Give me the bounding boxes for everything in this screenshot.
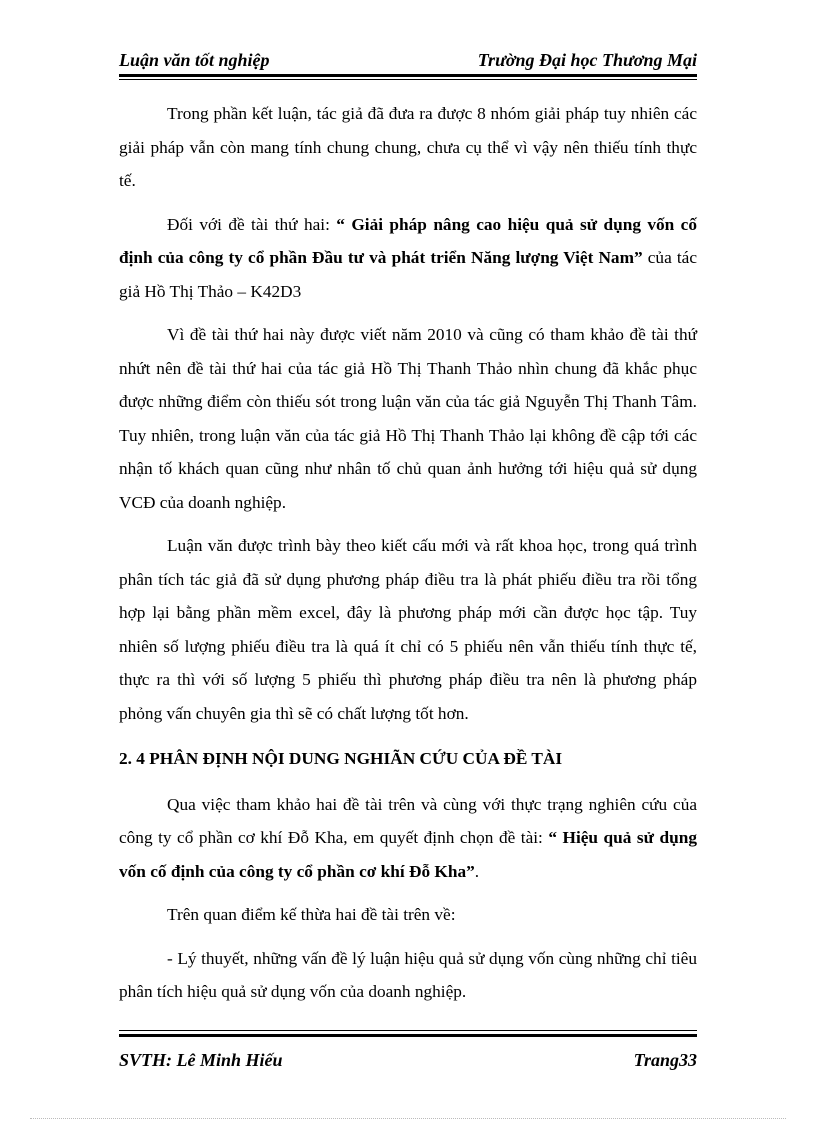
header-rule-thin — [119, 79, 697, 80]
paragraph-theory-point: - Lý thuyết, những vấn đề lý luận hiệu quả sử dụng vốn cùng những chỉ tiêu phân tích hiệu quả sử dụng vốn của doanh nghiệp. — [119, 948, 697, 1001]
page-footer — [119, 1050, 697, 1071]
paragraph-topic-choice — [119, 788, 697, 889]
header-university-label: Trường Đại học Thương Mại — [477, 50, 697, 70]
paragraph-structure-review: Luận văn được trình bày theo kiết cấu mới và rất khoa học, trong quá trình phân tích tác giả đã sử dụng phương pháp điều tra là phát phiếu điều tra rồi tổng hợp lại bằng phần mềm excel, đây là phương pháp mới cần được học tập. Tuy nhiên số lượng phiếu điều tra là quá ít chỉ có 5 phiếu nên vẫn thiếu tính thực tế, thực ra thì với số lượng 5 phiếu thì phương pháp điều tra nên là phương pháp phỏng vấn chuyên gia thì sẽ có chất lượng tốt hơn. — [119, 536, 697, 723]
topic-choice-lead: Qua việc tham khảo hai đề tài trên và cùng với thực trạng nghiên cứu của công ty cổ phần cơ khí Đỗ Kha, em quyết định chọn đề tài: — [119, 794, 697, 847]
paragraph-second-topic-review: Vì đề tài thứ hai này được viết năm 2010 và cũng có tham khảo đề tài thứ nhứt nên đề tài thứ hai của tác giả Hồ Thị Thanh Thảo nhìn chung đã khắc phục được những điểm còn thiếu sót trong luận văn của tác giả Nguyễn Thị Thanh Tâm. Tuy nhiên, trong luận văn của tác giả Hồ Thị Thanh Thảo lại không đề cập tới các nhận tố khách quan cũng như nhân tố chủ quan ảnh hưởng tới hiệu quả sử dụng VCĐ của doanh nghiệp. — [119, 325, 697, 512]
second-topic-lead: Đối với đề tài thứ hai: — [167, 214, 337, 234]
paragraph-conclusion: Trong phần kết luận, tác giả đã đưa ra được 8 nhóm giải pháp tuy nhiên các giải pháp vẫn còn mang tính chung chung, chưa cụ thể vì vậy nên thiếu tính thực tế. — [119, 104, 697, 190]
topic-choice-title: “ Hiệu quả sử dụng vốn cố định của công ty cổ phần cơ khí Đỗ Kha” — [119, 828, 697, 881]
paragraph-inheritance: Trên quan điểm kế thừa hai đề tài trên về: — [167, 905, 456, 924]
section-heading: 2. 4 PHÂN ĐỊNH NỘI DUNG NGHIÃN CỨU CỦA ĐỀ TÀI — [119, 749, 563, 768]
second-topic-author: của tác giả Hồ Thị Thảo – K42D3 — [119, 248, 698, 301]
second-topic-title: “ Giải pháp nâng cao hiệu quả sử dụng vốn cố định của công ty cổ phần Đầu tư và phát triển Năng lượng Việt Nam” — [119, 214, 697, 267]
header-rule — [119, 74, 697, 77]
paragraph-second-topic — [119, 208, 697, 309]
document-body — [119, 97, 697, 1019]
header-thesis-label: Luận văn tốt nghiệp — [119, 50, 270, 70]
page-edge-divider — [30, 1118, 786, 1119]
page-header — [119, 50, 697, 71]
footer-page-number: Trang33 — [633, 1050, 697, 1070]
footer-student-name: SVTH: Lê Minh Hiếu — [119, 1050, 283, 1070]
topic-choice-tail: . — [474, 861, 480, 881]
footer-rule-thin — [119, 1030, 697, 1031]
footer-rule — [119, 1034, 697, 1037]
